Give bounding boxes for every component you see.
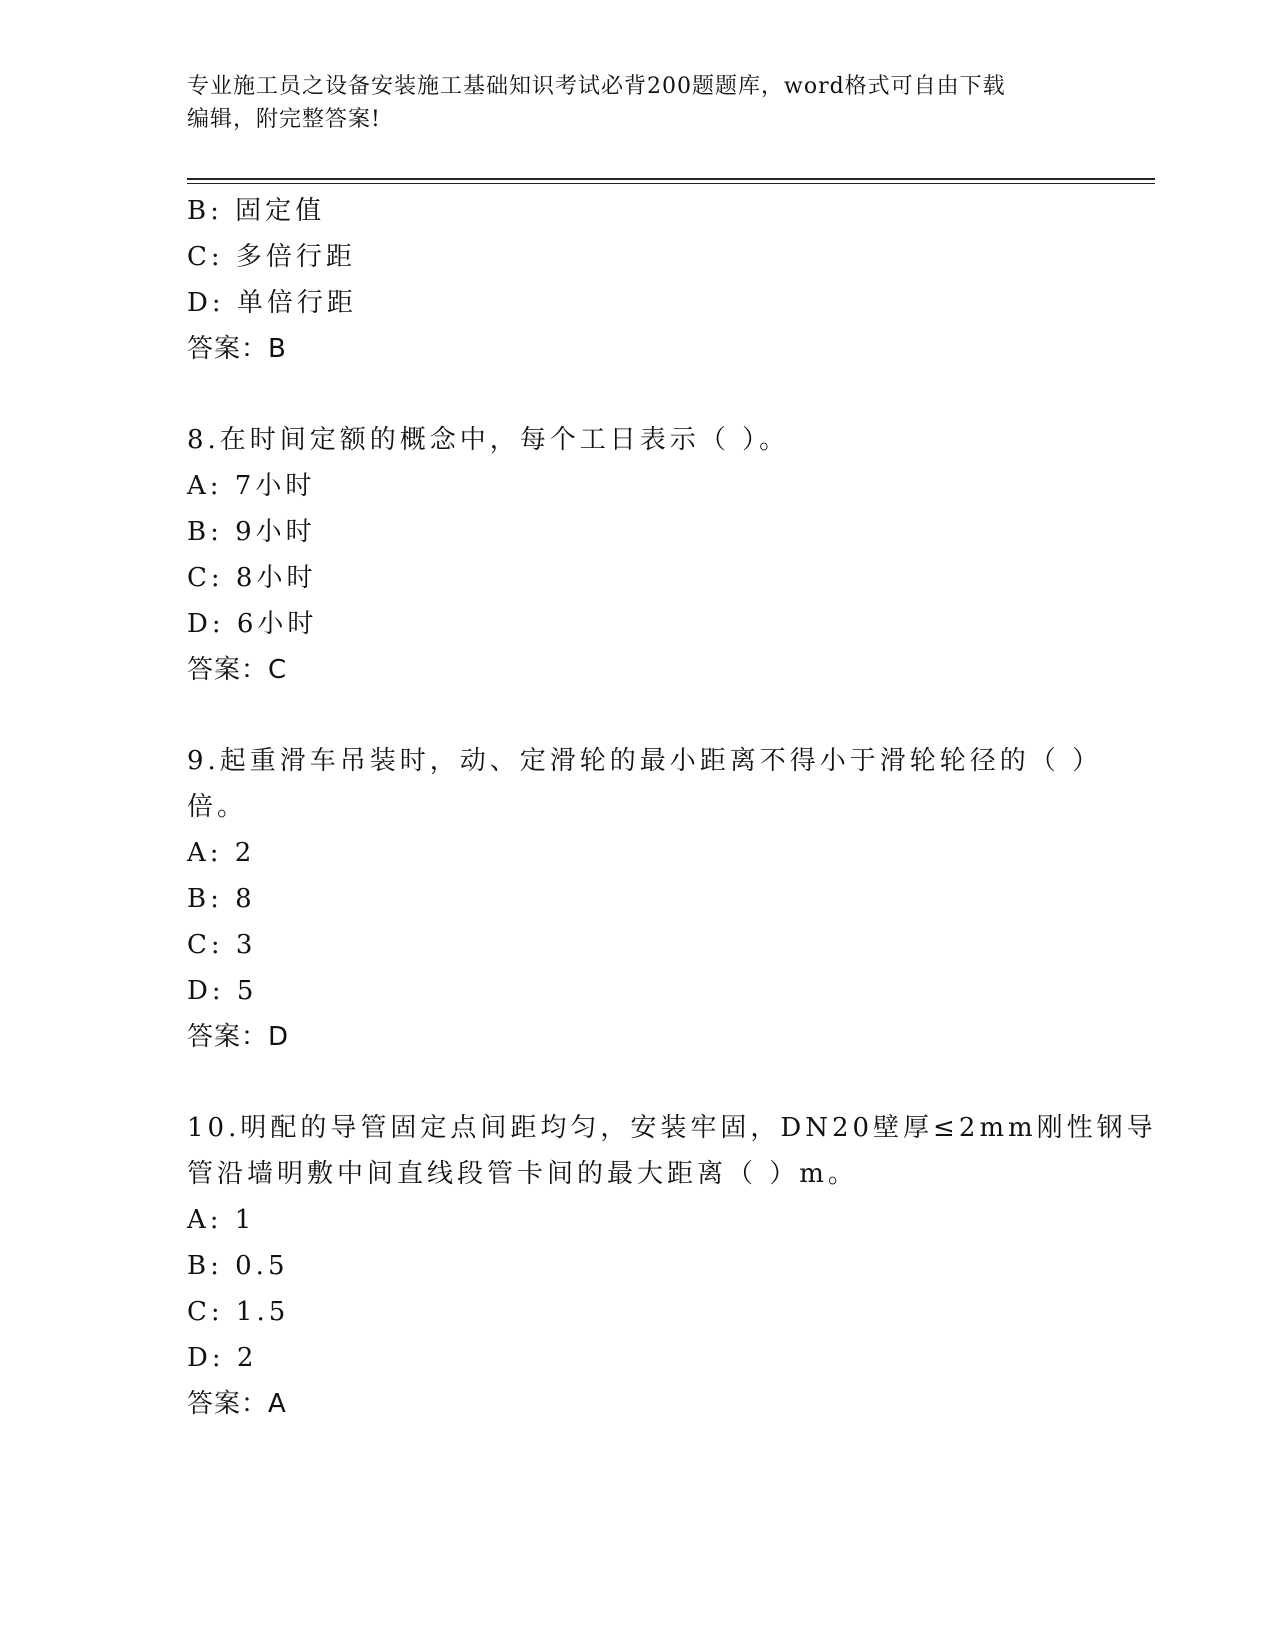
option-d: D: 5 bbox=[187, 976, 258, 1006]
answer: 答案：B bbox=[187, 334, 287, 364]
option-d: D: 6小时 bbox=[187, 609, 318, 639]
option-b: B: 8 bbox=[187, 884, 256, 914]
header-line-1: 专业施工员之设备安装施工基础知识考试必背200题题库，word格式可自由下载 bbox=[187, 74, 1006, 99]
option-c: C: 8小时 bbox=[187, 563, 317, 593]
option-d: D: 单倍行距 bbox=[187, 288, 357, 318]
option-d: D: 2 bbox=[187, 1343, 258, 1373]
question-stem-line-1: 9.起重滑车吊装时，动、定滑轮的最小距离不得小于滑轮轮径的（ ） bbox=[187, 746, 1103, 776]
option-a: A: 7小时 bbox=[187, 471, 316, 501]
question-8 bbox=[187, 417, 1087, 693]
question-9 bbox=[187, 738, 1103, 1060]
option-c: C: 3 bbox=[187, 930, 257, 960]
answer: 答案：A bbox=[187, 1389, 287, 1419]
question-stem-line-2: 倍。 bbox=[187, 792, 248, 822]
question-prev bbox=[187, 188, 1087, 372]
question-stem-line-2: 管沿墙明敷中间直线段管卡间的最大距离（ ）m。 bbox=[187, 1159, 858, 1189]
option-a: A: 1 bbox=[187, 1205, 256, 1235]
header-rule-thick bbox=[187, 178, 1155, 180]
question-10 bbox=[187, 1105, 1157, 1427]
question-stem-line-1: 10.明配的导管固定点间距均匀，安装牢固，DN20壁厚≤2mm刚性钢导 bbox=[187, 1113, 1157, 1143]
answer: 答案：C bbox=[187, 655, 288, 685]
option-b: B: 9小时 bbox=[187, 517, 316, 547]
header-line-2: 编辑，附完整答案! bbox=[187, 107, 381, 132]
header-rule-thin bbox=[187, 183, 1155, 184]
option-c: C: 1.5 bbox=[187, 1297, 290, 1327]
question-list bbox=[187, 188, 1157, 1427]
answer: 答案：D bbox=[187, 1022, 290, 1052]
option-b: B: 固定值 bbox=[187, 196, 326, 226]
question-stem: 8.在时间定额的概念中，每个工日表示（ ）。 bbox=[187, 425, 790, 455]
option-b: B: 0.5 bbox=[187, 1251, 289, 1281]
option-c: C: 多倍行距 bbox=[187, 242, 356, 272]
option-a: A: 2 bbox=[187, 838, 256, 868]
page-header bbox=[187, 70, 1087, 136]
